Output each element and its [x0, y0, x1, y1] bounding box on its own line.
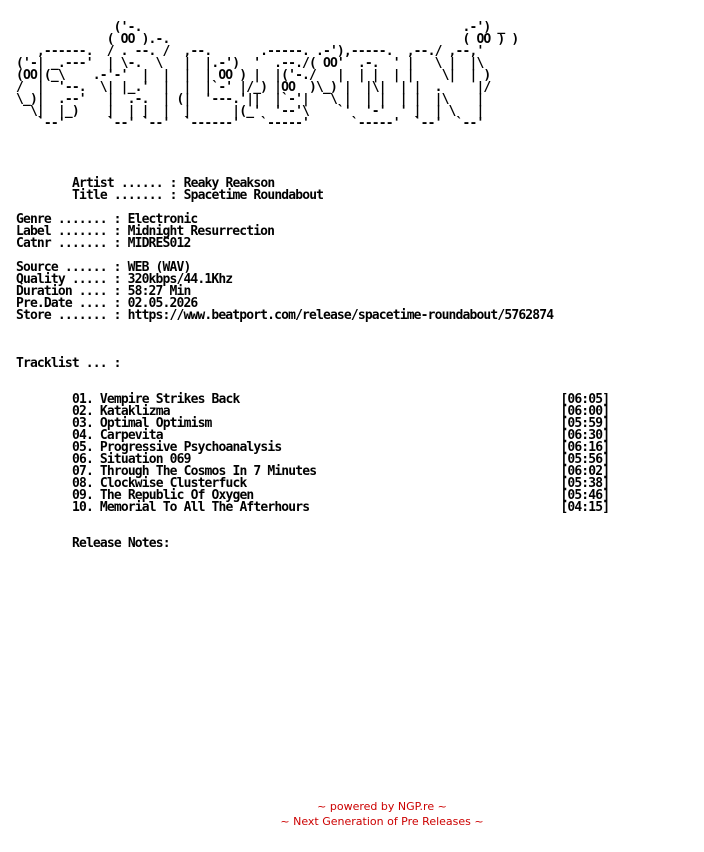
ascii-logo: ('-. .-') _ ( OO ).-. ( OO ) ) ,------. / . --. / ,--. .-----. .-'),-----. ,--./ ,--,' ('-| _.---' | \-. \ | |.-') ' .--./( OO' .-. ' | \ | |\ (OO|(_\ .-'-' | | | | OO ) | |('-./ | | | | | \| | ) / | '--. \| |_.' | | |`-' |/_) |OO )\_) | |\| | | . |/ \_)| .--' | .-. | (| '---.'|| |`-'| \ | | | | | |\ | \| |_) | | | | | |(_' '--'\ `' '-' ' | | \ | `--' `--' `--' `------' `-----' `-----' `--' `--'	[16, 20, 519, 131]
tracklist-heading: Tracklist ... :	[16, 356, 121, 371]
label-info: Genre ....... : Electronic Label ....... : Midnight Resurrection Catnr ....... : MIDRES012	[16, 212, 275, 251]
footer-tagline: ~ Next Generation of Pre Releases ~	[280, 815, 484, 828]
footer-powered-by: ~ powered by NGP.re ~	[317, 800, 447, 813]
nfo-document	[16, 22, 609, 550]
release-info: Artist ...... : Reaky Reakson Title ....... : Spacetime Roundabout	[72, 176, 324, 203]
spacer	[16, 142, 609, 178]
spacer	[16, 334, 609, 358]
tracklist: 01. Vempire Strikes Back [06:05] 02. Kataklizma [06:00] 03. Optimal Optimism [05:59] 04. Carpevita [06:30] 05. Progressive Psychoanalysis [06:16] 06. Situation 069 [05:56] 07. Through The Cosmos In 7 Minutes [06:02] 08. Clockwise Clusterfuck [05:38] 09. The Republic Of Oxygen [05:46] 10. Memorial To All The Afterhours [04:15]	[72, 392, 610, 515]
source-info: Source ...... : WEB (WAV) Quality ..... : 320kbps/44.1Khz Duration .... : 58:27 Min Pre.Date .... : 02.05.2026 Store ....... : https://www.beatport.com/release/spacetime-roundabout/5762874	[16, 260, 554, 323]
release-notes-heading: Release Notes:	[72, 536, 170, 551]
